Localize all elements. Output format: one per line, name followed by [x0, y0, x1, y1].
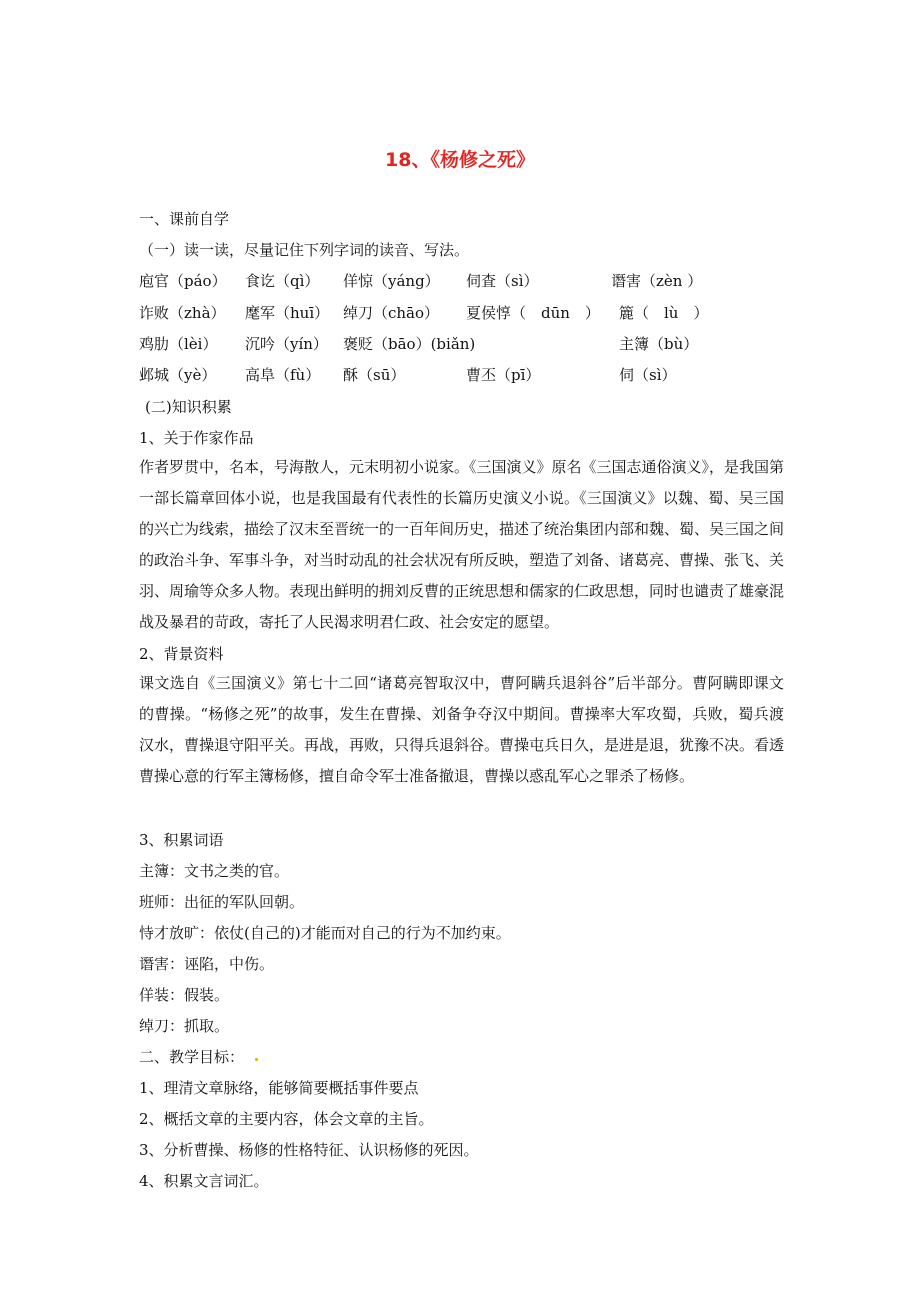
glossary-item: 班师：出征的军队回朝。 [139, 893, 305, 911]
item3-heading: 3、积累词语 [139, 831, 224, 849]
vocab-item: 伺（sì） [619, 366, 677, 384]
vocab-item: 曹丕（pī） [466, 366, 541, 384]
vocab-row [139, 333, 799, 355]
glossary-item: 谮害：诬陷，中伤。 [139, 955, 275, 973]
glossary-item: 主簿：文书之类的官。 [139, 862, 290, 880]
author-works-paragraph: 作者罗贯中，名本，号海散人，元末明初小说家。《三国演义》原名《三国志通俗演义》，是我国第一部长篇章回体小说，也是我国最有代表性的长篇历史演义小说。《三国演义》以魏、蜀、吴三国的兴亡为线索，描绘了汉末至晋统一的一百年间历史，描述了统治集团内部和魏、蜀、吴三国之间的政治斗争、军事斗争，对当时动乱的社会状况有所反映，塑造了刘备、诸葛亮、曹操、张飞、关羽、周瑜等众多人物。表现出鲜明的拥刘反曹的正统思想和儒家的仁政思想，同时也谴责了雄豪混战及暴君的苛政，寄托了人民渴求明君仁政、社会安定的愿望。 [139, 458, 785, 631]
glossary-item: 佯装：假装。 [139, 986, 230, 1004]
goal-item: 1、理清文章脉络，能够简要概括事件要点 [139, 1079, 419, 1097]
vocab-item: 麾军（huī） [245, 304, 330, 322]
vocab-item: 庖官（páo） [139, 272, 227, 290]
section-heading-self-study: 一、课前自学 [139, 210, 230, 228]
goal-item: 3、分析曹操、杨修的性格特征、认识杨修的死因。 [139, 1141, 479, 1159]
glossary-item: 绰刀：抓取。 [139, 1017, 230, 1035]
vocab-item: 谮害（zèn ） [611, 272, 703, 290]
vocab-item: 佯惊（yáng） [343, 272, 440, 290]
vocab-item: 高阜（fù） [245, 366, 321, 384]
goal-item: 4、积累文言词汇。 [139, 1172, 269, 1190]
section-heading-teaching-goals: 二、教学目标： [139, 1048, 245, 1066]
vocab-row [139, 302, 799, 324]
part2-heading: (二)知识积累 [145, 398, 232, 416]
vocab-item: 沉吟（yín） [245, 335, 328, 353]
decorative-dot [255, 1058, 258, 1061]
goal-item: 2、概括文章的主要内容，体会文章的主旨。 [139, 1110, 434, 1128]
background-paragraph: 课文选自《三国演义》第七十二回“诸葛亮智取汉中，曹阿瞒兵退斜谷”后半部分。曹阿瞒即课文的曹操。“杨修之死”的故事，发生在曹操、刘备争夺汉中期间。曹操率大军攻蜀，兵败，蜀兵渡汉水，曹操退守阳平关。再战，再败，只得兵退斜谷。曹操屯兵日久，是进是退，犹豫不决。看透曹操心意的行军主簿杨修，擅自命令军士准备撤退，曹操以惑乱军心之罪杀了杨修。 [139, 674, 785, 785]
document-title: 18、《杨修之死》 [385, 149, 535, 171]
vocab-item: 邺城（yè） [139, 366, 217, 384]
vocab-item: 褒贬（bāo）(biǎn) [343, 335, 476, 353]
part1-heading: （一）读一读，尽量记住下列字词的读音、写法。 [139, 241, 470, 259]
vocab-item: 食讫（qì） [245, 272, 320, 290]
vocab-row [139, 364, 799, 386]
item1-heading: 1、关于作家作品 [139, 429, 254, 447]
vocab-item: 簏（ lù ） [619, 304, 709, 322]
glossary-item: 恃才放旷：依仗(自己的)才能而对自己的行为不加约束。 [139, 924, 511, 942]
vocab-item: 鸡肋（lèi） [139, 335, 218, 353]
vocab-item: 绰刀（chāo） [343, 304, 440, 322]
vocab-item: 诈败（zhà） [139, 304, 226, 322]
vocab-item: 主簿（bù） [619, 335, 699, 353]
vocab-item: 夏侯惇（ dūn ） [466, 304, 600, 322]
vocab-item: 伺査（sì） [466, 272, 539, 290]
vocab-row [139, 270, 799, 292]
vocab-item: 酥（sū） [343, 366, 406, 384]
item2-heading: 2、背景资料 [139, 645, 224, 663]
